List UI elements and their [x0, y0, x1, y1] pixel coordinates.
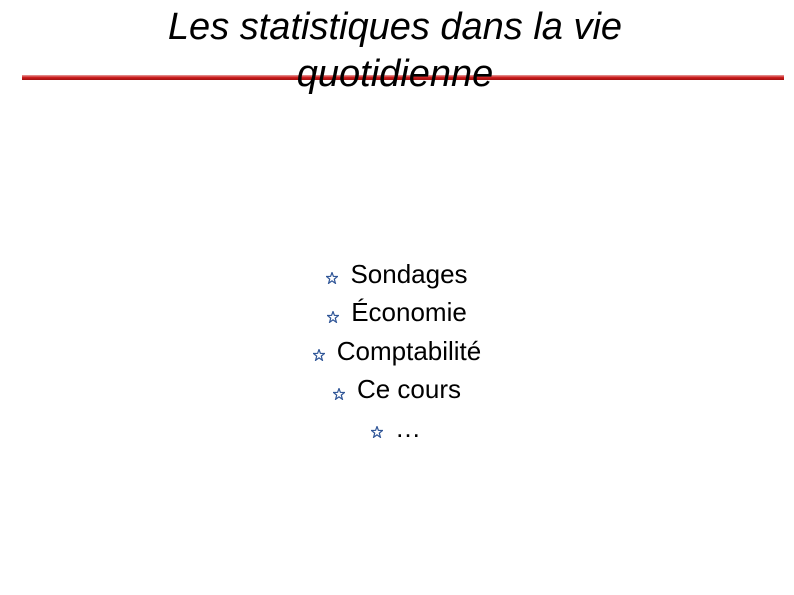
bullet-text: Ce cours	[356, 374, 462, 405]
bullet-text: Économie	[351, 297, 467, 328]
bullet-list	[0, 255, 794, 448]
star-icon	[371, 426, 383, 438]
star-icon	[327, 311, 339, 323]
star-icon	[326, 272, 338, 284]
star-icon	[333, 388, 345, 400]
bullet-text: Comptabilité	[336, 335, 482, 366]
star-icon	[313, 349, 325, 361]
list-item	[0, 409, 794, 448]
list-item	[0, 255, 794, 294]
list-item	[0, 294, 794, 333]
bullet-text: Sondages	[350, 258, 468, 289]
bullet-text: …	[395, 412, 423, 443]
slide-title: Les statistiques dans la vie quotidienne	[167, 6, 623, 95]
list-item	[0, 371, 794, 410]
list-item	[0, 332, 794, 371]
